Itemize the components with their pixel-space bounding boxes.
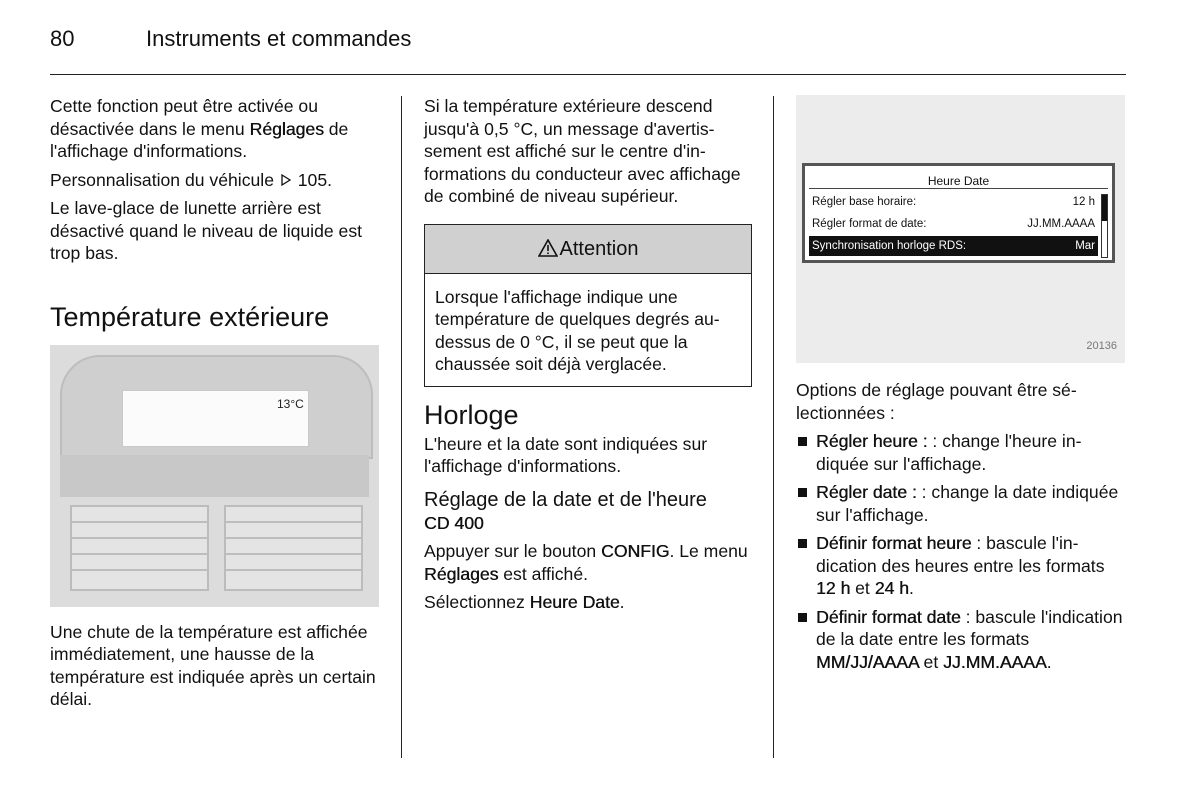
list-item: Définir format date : bascule l'indication de la date entre les formats MM/JJ/AAAA et JJ.MM.AAAA. xyxy=(796,606,1126,674)
list-item: Régler date : : change la date indiquée sur l'affichage. xyxy=(796,481,1126,526)
display-row: Régler format de date: JJ.MM.AAAA xyxy=(812,218,1095,230)
column-divider xyxy=(773,96,774,758)
paragraph: Cette fonction peut être activée ou désactivée dans le menu Réglages de l'affichage d'informations. xyxy=(50,96,349,161)
column-3 xyxy=(796,95,1126,679)
arrow-ref-icon xyxy=(279,173,293,187)
list-item: Définir format heure : bascule l'indication des heures entre les formats 12 h et 24 h. xyxy=(796,532,1126,600)
subsection-heading: Réglage de la date et de l'heure xyxy=(424,488,707,511)
info-display xyxy=(802,163,1115,263)
attention-box xyxy=(424,224,752,387)
paragraph: Personnalisation du véhicule 105. xyxy=(50,169,333,190)
page-title: Instruments et commandes xyxy=(146,26,412,51)
attention-header xyxy=(425,225,751,274)
attention-title: Attention xyxy=(559,237,639,260)
section-heading: Horloge xyxy=(424,399,519,430)
column-1 xyxy=(50,95,380,717)
paragraph: Options de réglage pouvant être sélectionnées : xyxy=(796,380,1077,423)
figure-code: 20136 xyxy=(1086,339,1117,352)
page-header xyxy=(50,26,1126,76)
display-scrollbar xyxy=(1101,194,1108,258)
paragraph: L'heure et la date sont indiquées sur l'affichage d'informations. xyxy=(424,433,708,476)
cluster-illustration xyxy=(50,345,379,607)
display-row: Régler base horaire: 12 h xyxy=(812,196,1095,208)
display-title: Heure Date xyxy=(927,174,990,188)
paragraph: Le lave-glace de lunette arrière est désactivé quand le niveau de liquide est trop bas. xyxy=(50,198,363,263)
display-row-selected: Synchronisation horloge RDS: Mar xyxy=(809,236,1098,256)
list-item: Régler heure : : change l'heure indiquée sur l'affichage. xyxy=(796,430,1126,475)
options-list xyxy=(796,430,1126,673)
outside-temp-readout: 13°C xyxy=(277,396,304,411)
attention-text: Lorsque l'affichage indique une température de quelques degrés au-dessus de 0 °C, il se peut que la chaussée soit déjà verglacée. xyxy=(435,286,720,374)
column-divider xyxy=(401,96,402,758)
column-2 xyxy=(424,95,754,620)
warning-triangle-icon xyxy=(538,239,558,257)
page-number: 80 xyxy=(50,26,75,51)
paragraph: Sélectionnez Heure Date. xyxy=(424,592,625,612)
dashboard-panel xyxy=(60,455,369,497)
paragraph: Appuyer sur le bouton CONFIG. Le menu Réglages est affiché. xyxy=(424,541,748,584)
screen-illustration xyxy=(796,95,1125,363)
paragraph: Si la température extérieure descend jusqu'à 0,5 °C, un message d'avertissement est affiché sur le centre d'informations du conducteur avec affichage de combiné de niveau supérieur. xyxy=(424,96,741,206)
subsection-label: CD 400 xyxy=(424,512,484,533)
header-rule xyxy=(50,74,1126,75)
section-heading: Température extérieure xyxy=(50,301,330,332)
air-vent xyxy=(70,505,209,591)
air-vent xyxy=(224,505,363,591)
paragraph: Une chute de la température est affichée immédiatement, une hausse de la température est indiquée après un certain délai. xyxy=(50,621,376,709)
